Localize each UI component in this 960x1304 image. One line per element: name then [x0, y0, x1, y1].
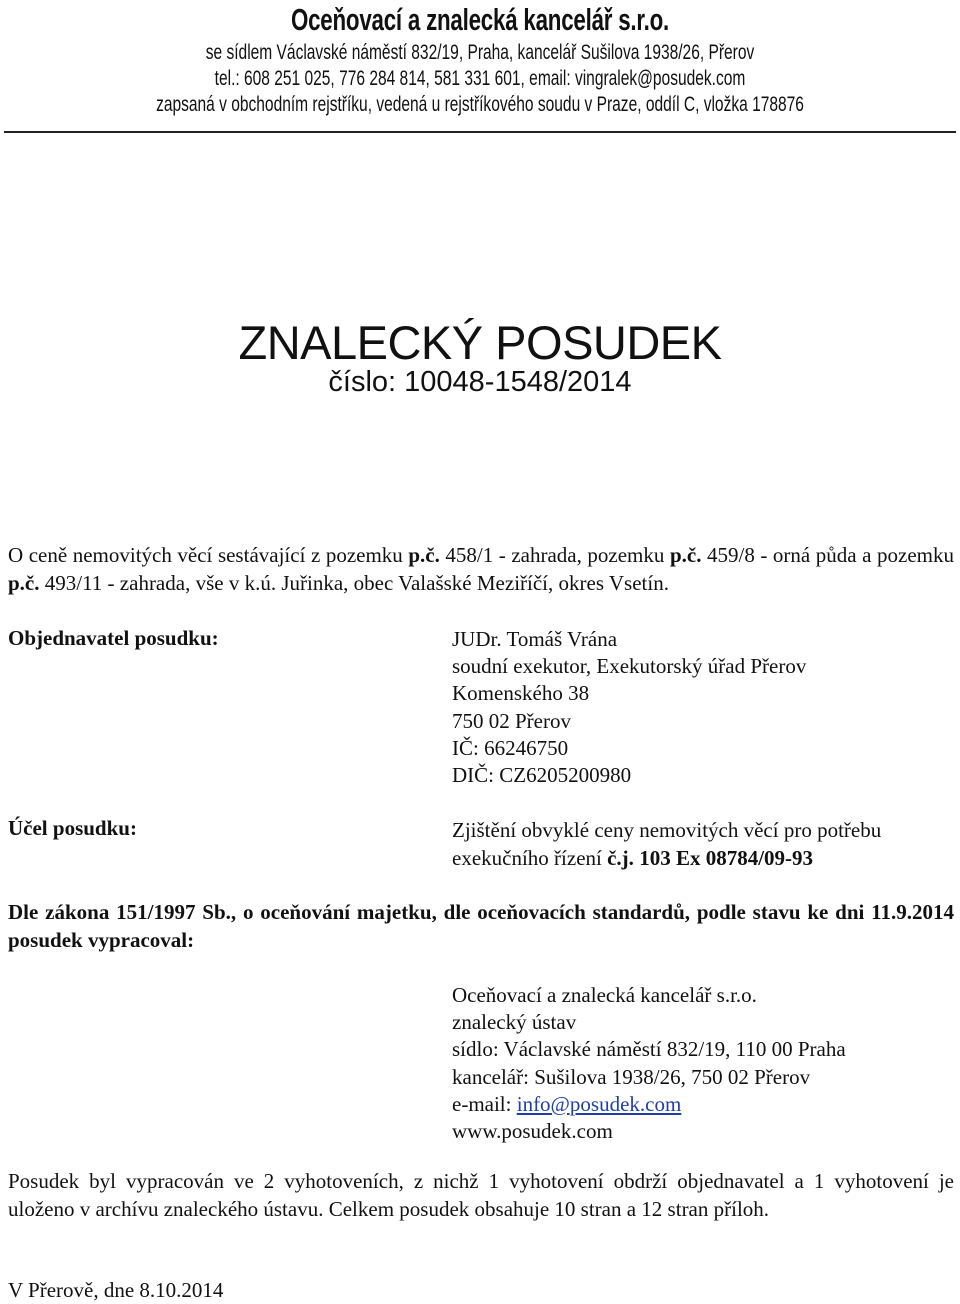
orderer-label: Objednavatel posudku:: [8, 626, 219, 650]
author-line: znalecký ústav: [452, 1010, 577, 1035]
email-label: e-mail:: [452, 1091, 517, 1116]
author-email-line: [452, 1091, 846, 1118]
orderer-line: JUDr. Tomáš Vrána: [452, 627, 618, 651]
subject-parcel-abbr-1: p.č.: [408, 543, 440, 567]
company-contacts: tel.: 608 251 025, 776 284 814, 581 331 601, email: vingralek@posudek.com: [214, 67, 746, 90]
company-name: Oceňovací a znalecká kancelář s.r.o.: [290, 2, 670, 37]
subject-text-3: 459/8 - orná půda a pozemku: [701, 543, 954, 567]
orderer-line: 750 02 Přerov: [452, 708, 571, 733]
purpose-case-abbr: č.j.: [607, 846, 634, 870]
letterhead: [0, 0, 960, 118]
orderer-line: IČ: 66246750: [452, 735, 569, 760]
purpose-details: [452, 816, 881, 872]
purpose-label: Účel posudku:: [8, 816, 137, 840]
author-web: www.posudek.com: [452, 1119, 613, 1144]
author-line: kancelář: Sušilova 1938/26, 750 02 Přerov: [452, 1064, 811, 1089]
subject-parcel-abbr-3: p.č.: [8, 570, 40, 595]
law-statement: Dle zákona 151/1997 Sb., o oceňování majetku, dle oceňovacích standardů, podle stavu ke dni 11.9.2014 posudek vypracoval:: [8, 900, 954, 952]
subject-text-4: 493/11 - zahrada, vše v k.ú. Juřinka, obec Valašské Meziříčí, okres Vsetín.: [39, 570, 669, 595]
email-link[interactable]: info@posudek.com: [516, 1091, 682, 1116]
subject-parcel-abbr-2: p.č.: [669, 543, 702, 567]
purpose-line-1: Zjištění obvyklé ceny nemovitých věcí pro potřebu: [452, 818, 882, 842]
purpose-case-number: 103 Ex 08784/09-93: [633, 846, 814, 870]
author-line: Oceňovací a znalecká kancelář s.r.o.: [452, 983, 757, 1007]
orderer-line: soudní exekutor, Exekutorský úřad Přerov: [452, 654, 807, 679]
letterhead-divider: [4, 131, 956, 133]
author-line: sídlo: Václavské náměstí 832/19, 110 00 Praha: [452, 1037, 846, 1062]
orderer-line: DIČ: CZ6205200980: [452, 763, 632, 788]
place-date: V Přerově, dne 8.10.2014: [8, 1278, 224, 1302]
company-seat: se sídlem Václavské náměstí 832/19, Praha, kancelář Sušilova 1938/26, Přerov: [205, 41, 755, 64]
document-title: ZNALECKÝ POSUDEK: [238, 316, 722, 369]
subject-paragraph: [8, 542, 954, 597]
orderer-details: [452, 626, 806, 789]
orderer-line: Komenského 38: [452, 681, 590, 706]
purpose-text: exekučního řízení: [452, 846, 608, 870]
document-number: číslo: 10048-1548/2014: [328, 366, 632, 398]
author-details: [452, 982, 846, 1145]
subject-text-2: 458/1 - zahrada, pozemku: [439, 543, 670, 567]
subject-text-1: O ceně nemovitých věcí sestávající z pozemku: [8, 543, 409, 567]
company-registry: zapsaná v obchodním rejstříku, vedená u rejstříkového soudu v Praze, oddíl C, vložka 178876: [156, 93, 804, 116]
purpose-line-2: [452, 844, 881, 872]
copies-paragraph: Posudek byl vypracován ve 2 vyhotoveních, z nichž 1 vyhotovení obdrží objednavatel a 1 vyhotovení je uloženo v archívu znaleckého ústavu. Celkem posudek obsahuje 10 stran a 12 stran příloh.: [8, 1169, 954, 1221]
